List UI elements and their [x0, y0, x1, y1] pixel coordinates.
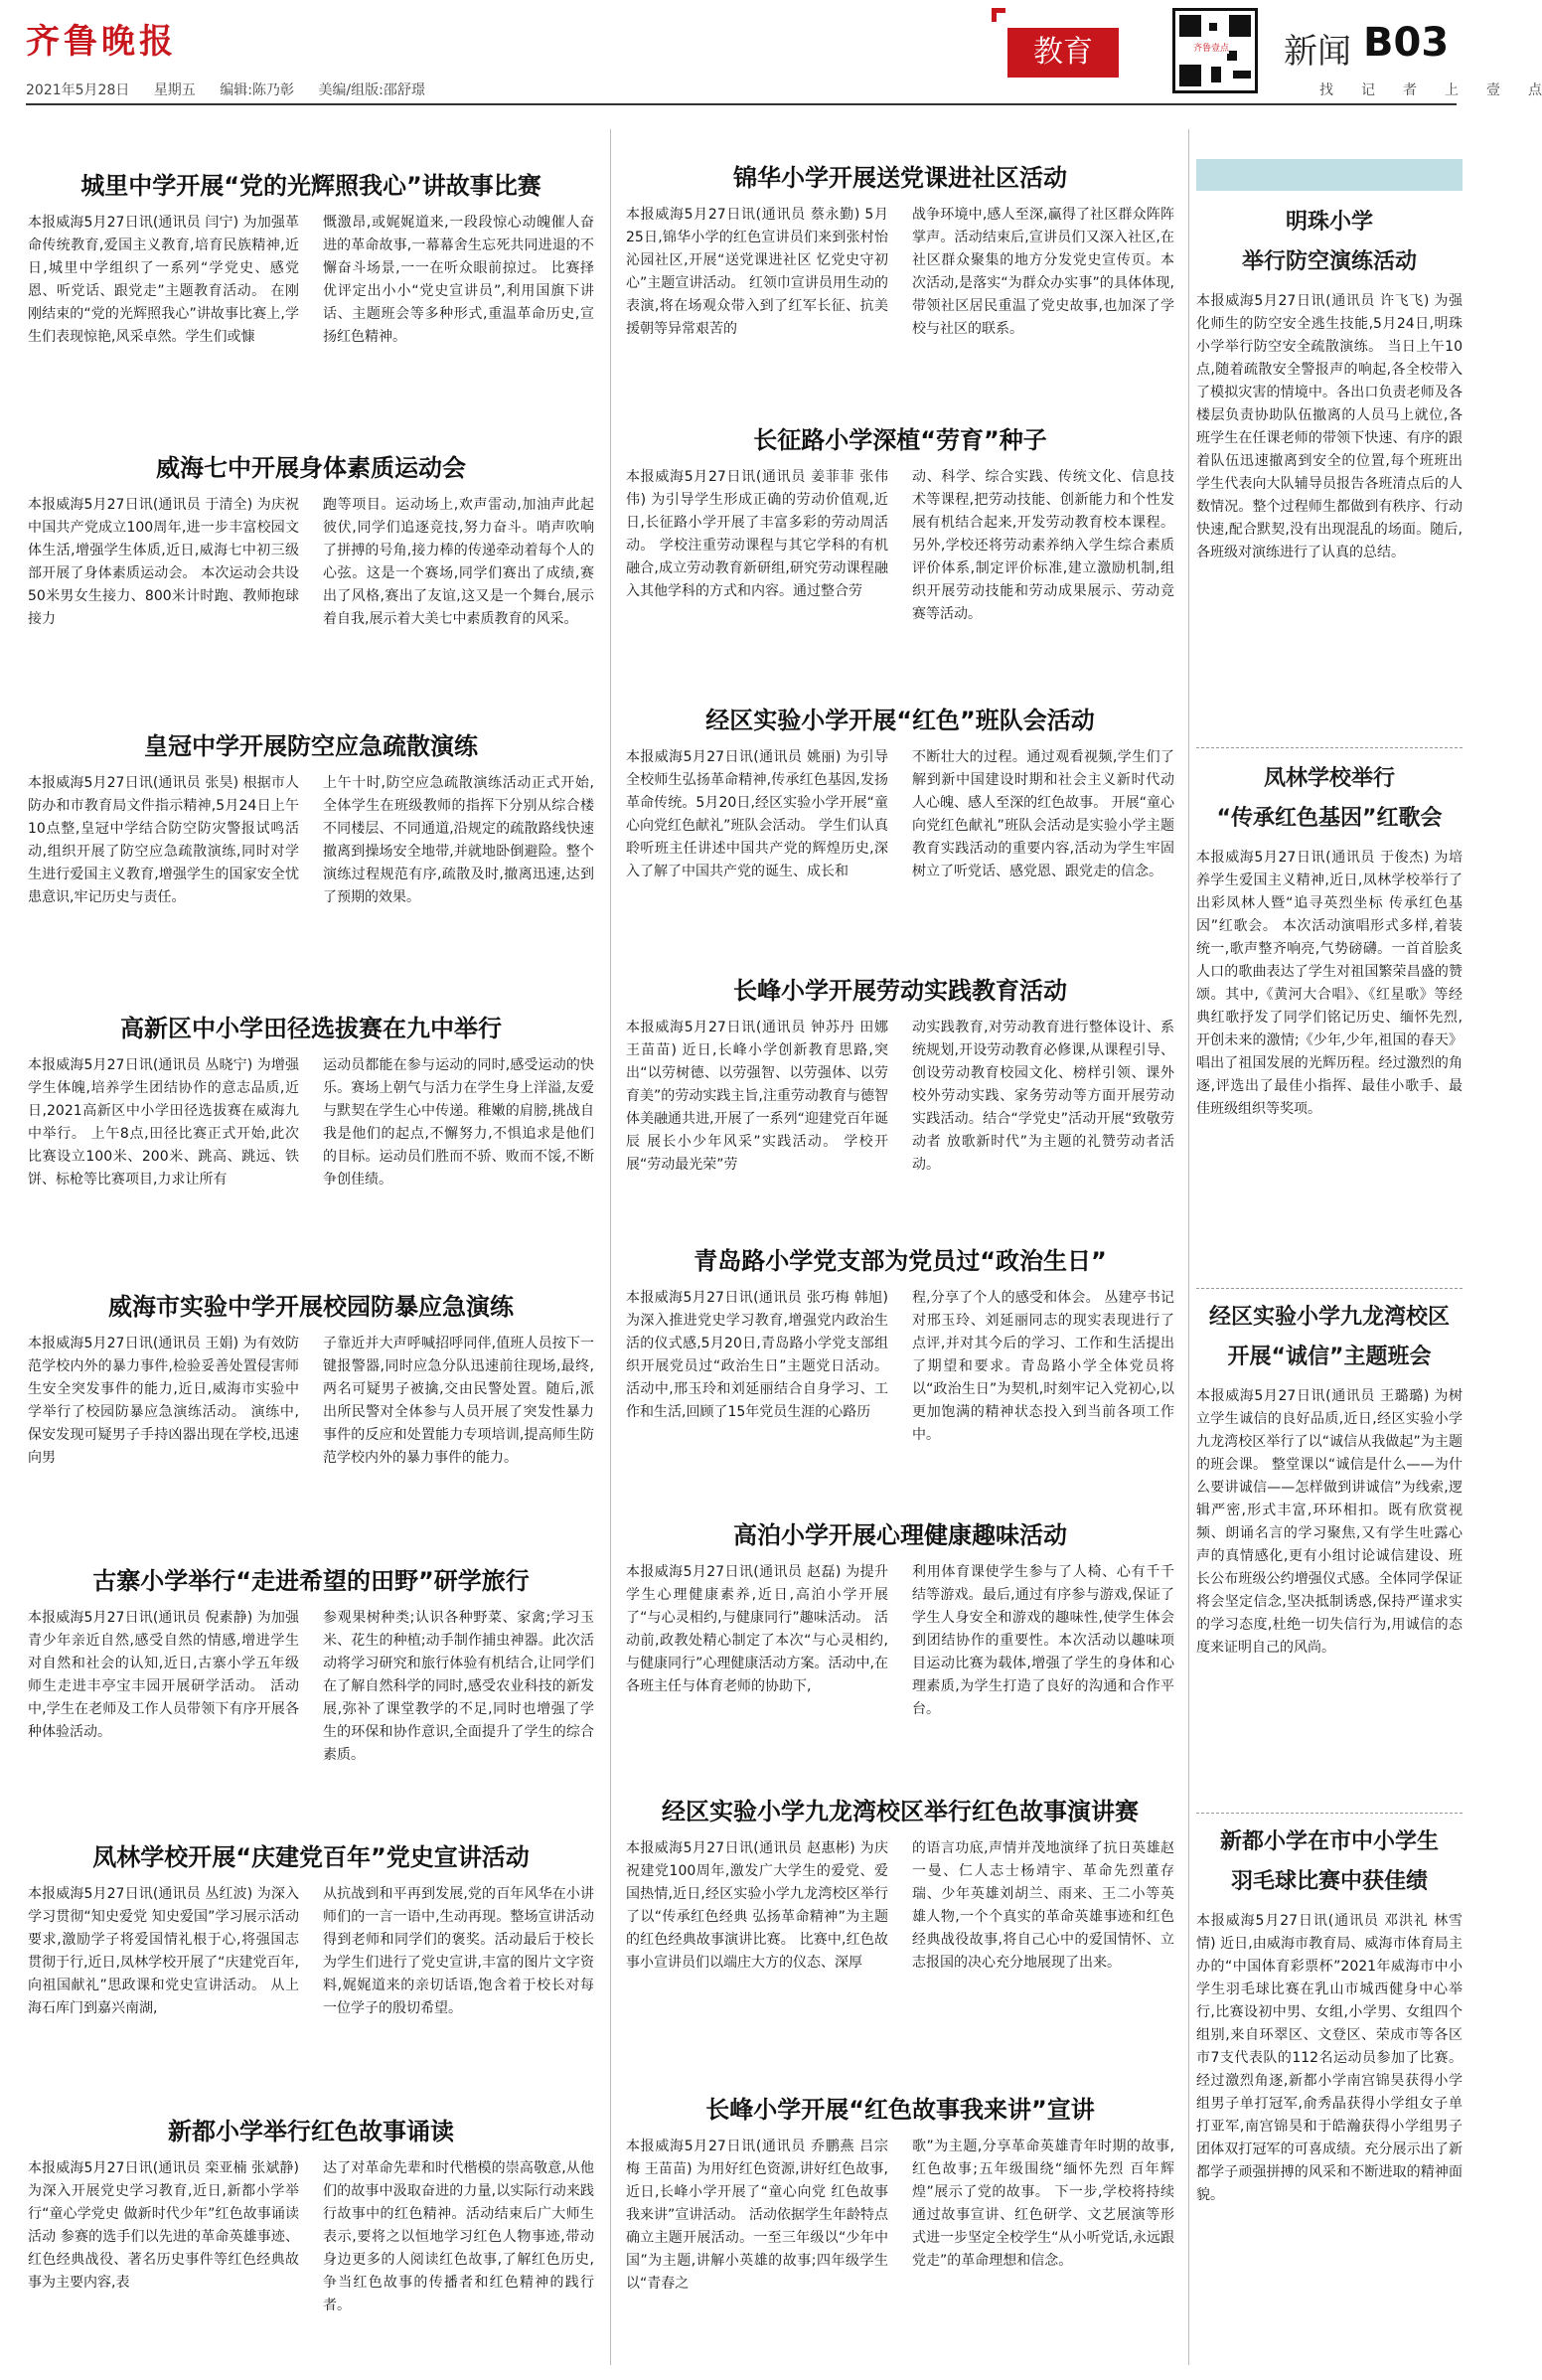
sidebar-title-line: 明珠小学 [1285, 210, 1373, 235]
article-text: 的语言功底,声情并茂地演绎了抗日英雄赵一曼、仁人志士杨靖宇、革命先烈董存瑞、少年英雄刘胡兰、雨来、王二小等英雄人物,一个个真实的革命英雄事迹和红色经典战役故事,将自己心中的爱国情怀、立志报国的决心充分地展现了出来。 [912, 1840, 1174, 1972]
article-text: 跑等项目。运动场上,欢声雷动,加油声此起彼伏,同学们追逐竞技,努力奋斗。哨声吹响了拼搏的号角,接力棒的传递牵动着每个人的心弦。这是一个赛场,同学们赛出了成绩,赛出了风格,赛出了友谊,这又是一个舞台,展示着自我,展示着大美七中素质教育的风采。 [323, 497, 594, 628]
sidebar-text: 本报威海5月27日讯(通讯员 邓洪礼 林雪情) 近日,由威海市教育局、威海市体育局主办的“中国体育彩票杯”2021年威海市中小学生羽毛球比赛在乳山市城西健身中心举行,比赛设初中男、女组,小学男、女组四个组别,来自环翠区、文登区、荣成市等各区市7支代表队的112名运动员参加了比赛。 经过激烈角逐,新都小学南宫锦昊获得小学组男子单打冠军,俞秀晶获得小学组女子单打亚军,南宫锦昊和于皓瀚获得小学组男子团体双打冠军的可喜成绩。充分展示出了新都学子顽强拼搏的风采和不断进取的精神面貌。 [1196, 1913, 1463, 2203]
finder-char: 者 [1403, 82, 1417, 98]
article-title: 高泊小学开展心理健康趣味活动 [733, 1521, 1067, 1549]
article [626, 163, 1174, 431]
sidebar-title-line: 经区实验小学九龙湾校区 [1208, 1305, 1450, 1330]
sidebar-text: 本报威海5月27日讯(通讯员 王璐璐) 为树立学生诚信的良好品质,近日,经区实验小学九龙湾校区举行了以“诚信从我做起”为主题的班会课。 整堂课以“诚信是什么——为什么要讲诚信——怎样做到讲诚信”为线索,逻辑严密,形式丰富,环环相扣。既有欣赏视频、朗诵名言的学习聚焦,又有学生吐露心声的真情感化,更有小组讨论诚信建设、班长公布班级公约增强仪式感。全体同学保证将会坚定信念,坚决抵制诱惑,保持严谨求实的学习态度,杜绝一切失信行为,用诚信的态度来证明自己的风尚。 [1196, 1388, 1463, 1656]
article-text: 本报威海5月27日讯(通讯员 姚丽) 为引导全校师生弘扬革命精神,传承红色基因,发扬革命传统。5月20日,经区实验小学开展“童心向党红色献礼”班队会活动。 学生们认真聆听班主任讲述中国共产党的辉煌历史,深入了解了中国共产党的诞生、成长和 [626, 749, 888, 880]
column-separator [610, 129, 611, 2365]
article [28, 2117, 594, 2365]
finder-char: 找 [1319, 82, 1333, 98]
sidebar-divider [1196, 1813, 1463, 1814]
article-title: 锦华小学开展送党课进社区活动 [733, 164, 1067, 192]
sidebar-text: 本报威海5月27日讯(通讯员 于俊杰) 为培养学生爱国主义精神,近日,凤林学校举行了出彩凤林人暨“追寻英烈坐标 传承红色基因”红歌会。 本次活动演唱形式多样,着装统一,歌声整齐响亮,气势磅礴。一首首脍炙人口的歌曲表达了学生对祖国繁荣昌盛的赞颂。其中,《黄河大合唱》、《红星歌》等经典红歌抒发了同学们铭记历史、缅怀先烈,开创未来的激情;《少年,少年,祖国的春天》唱出了祖国发展的光辉历程。经过激烈的角逐,评选出了最佳小指挥、最佳小歌手、最佳班级组织等奖项。 [1196, 850, 1463, 1117]
article-text: 本报威海5月27日讯(通讯员 钟苏丹 田娜 王苗苗) 近日,长峰小学创新教育思路,突出“以劳树德、以劳强智、以劳强体、以劳育美”的劳动实践主旨,注重劳动教育与德智体美融通共进,开展了一系列“迎建党百年诞辰 展长小少年风采”实践活动。 学校开展“劳动最光荣”劳 [626, 1020, 888, 1174]
sidebar-title-line: “传承红色基因”红歌会 [1216, 806, 1443, 831]
qr-caption: 齐鲁壹点 [1193, 41, 1229, 54]
article-title: 长峰小学开展劳动实践教育活动 [733, 977, 1067, 1005]
page-number: B03 [1363, 20, 1450, 66]
article-text: 子靠近并大声呼喊招呼同伴,值班人员按下一键报警器,同时应急分队迅速前往现场,最终,两名可疑男子被擒,交由民警处置。随后,派出所民警对全体参与人员开展了突发性暴力事件的反应和处置能力专项培训,提高师生防范学校内外的暴力事件的能力。 [323, 1336, 594, 1467]
article-text: 从抗战到和平再到发展,党的百年风华在小讲师们的一言一语中,生动再现。整场宣讲活动得到老师和同学们的褒奖。活动最后于校长为学生们进行了党史宣讲,丰富的图片文字资料,娓娓道来的亲切话语,饱含着于校长对每一位学子的殷切希望。 [323, 1886, 594, 2017]
article [626, 2095, 1174, 2363]
article-text: 本报威海5月27日讯(通讯员 丛晓宁) 为增强学生体魄,培养学生团结协作的意志品质,近日,2021高新区中小学田径选拔赛在威海九中举行。 上午8点,田径比赛正式开始,此次比赛设立100米、200米、跳高、跳远、铁饼、标枪等比赛项目,力求让所有 [28, 1057, 299, 1189]
article [28, 1014, 594, 1292]
news-label: 新闻 [1284, 32, 1351, 72]
left-column [28, 119, 594, 2365]
article-title: 经区实验小学开展“红色”班队会活动 [705, 707, 1095, 734]
article-text: 本报威海5月27日讯(通讯员 赵磊) 为提升学生心理健康素养,近日,高泊小学开展了“与心灵相约,与健康同行”趣味活动。 活动前,政教处精心制定了本次“与心灵相约,与健康同行”心理健康活动方案。活动中,在各班主任与体育老师的协助下, [626, 1564, 888, 1695]
issue-info [26, 79, 445, 99]
finder-char: 记 [1361, 82, 1375, 98]
article [626, 976, 1174, 1250]
art-editor-credit: 美编/组版:邵舒璟 [318, 82, 425, 98]
column-separator [1188, 129, 1189, 2365]
article-text: 本报威海5月27日讯(通讯员 赵惠彬) 为庆祝建党100周年,激发广大学生的爱党、爱国热情,近日,经区实验小学九龙湾校区举行了以“传承红色经典 弘扬革命精神”为主题的红色经典故事演讲比赛。 比赛中,红色故事小宣讲员们以端庄大方的仪态、深厚 [626, 1840, 888, 1972]
article-text: 本报威海5月27日讯(通讯员 王娟) 为有效防范学校内外的暴力事件,检验妥善处置侵害师生安全突发事件的能力,近日,威海市实验中学举行了校园防暴应急演练活动。 演练中,保安发现可疑男子手持凶器出现在学校,迅速向男 [28, 1336, 299, 1467]
finder-char: 壹 [1486, 82, 1500, 98]
article-text: 参观果树种类;认识各种野菜、家禽;学习玉米、花生的种植;动手制作捕虫神器。此次活动将学习研究和旅行体验有机结合,让同学们在了解自然科学的同时,感受农业科技的新发展,弥补了课堂教学的不足,同时也增强了学生的环保和协作意识,全面提升了学生的综合素质。 [323, 1610, 594, 1764]
article-text: 慨激昂,或娓娓道来,一段段惊心动魄催人奋进的革命故事,一幕幕舍生忘死共同进退的不懈奋斗场景,一一在听众眼前掠过。 比赛择优评定出小小“党史宣讲员”,利用国旗下讲话、主题班会等多种形式,重温革命历史,宣扬红色精神。 [323, 215, 594, 346]
editor-credit: 编辑:陈乃彰 [220, 82, 294, 98]
header-rule [26, 103, 1457, 105]
issue-weekday: 星期五 [153, 82, 196, 98]
article [28, 1292, 594, 1564]
sidebar-article [1196, 1823, 1463, 2363]
article-text: 本报威海5月27日讯(通讯员 姜菲菲 张伟伟) 为引导学生形成正确的劳动价值观,近日,长征路小学开展了丰富多彩的劳动周活动。 学校注重劳动课程与其它学科的有机融合,成立劳动教育新研组,研究劳动课程融入其他学科的方式和内容。通过整合劳 [626, 469, 888, 600]
article-title: 皇冠中学开展防空应急疏散演练 [144, 732, 478, 760]
article [626, 1520, 1174, 1795]
article [28, 731, 594, 1008]
article-text: 达了对革命先辈和时代楷模的崇高敬意,从他们的故事中汲取奋进的力量,以实际行动来践行故事中的红色精神。活动结束后广大师生表示,要将之以恒地学习红色人物事迹,带动身边更多的人阅读红色故事,了解红色历史,争当红色故事的传播者和红色精神的践行者。 [323, 2160, 594, 2314]
page-header [0, 0, 1542, 119]
article [626, 1797, 1174, 2071]
article-text: 运动员都能在参与运动的同时,感受运动的快乐。赛场上朝气与活力在学生身上洋溢,友爱与默契在学生心中传递。稚嫩的肩膀,挑战自我是他们的起点,不懈努力,不惧追求是他们的目标。运动员们胜而不骄、败而不馁,不断争创佳绩。 [323, 1057, 594, 1189]
issue-date: 2021年5月28日 [26, 82, 130, 98]
article [626, 706, 1174, 974]
article [28, 1842, 594, 2115]
article-text: 本报威海5月27日讯(通讯员 张昊) 根据市人防办和市教育局文件指示精神,5月24日上午10点整,皇冠中学结合防空防灾警报试鸣活动,组织开展了防空应急疏散演练,同时对学生进行爱国主义教育,增强学生的国家安全忧患意识,牢记历史与责任。 [28, 775, 299, 906]
sidebar-title-line: 凤林学校举行 [1263, 766, 1395, 791]
article-title: 高新区中小学田径选拔赛在九中举行 [120, 1015, 502, 1042]
sidebar-text: 本报威海5月27日讯(通讯员 许飞飞) 为强化师生的防空安全逃生技能,5月24日,明珠小学举行防空安全疏散演练。 当日上午10点,随着疏散安全警报声的响起,各全校带入了模拟灾害的情境中。各出口负责老师及各楼层负责协助队伍撤离的人员马上就位,各班学生在任课老师的带领下快速、有序的跟着队伍迅速撤离到安全的位置,每个班班出学生代表向大队辅导员报告各班清点后的人数情况。整个过程师生都做到有秩序、行动快速,配合默契,没有出现混乱的场面。随后,各班级对演练进行了认真的总结。 [1196, 293, 1463, 560]
article-text: 本报威海5月27日讯(通讯员 倪素静) 为加强青少年亲近自然,感受自然的情感,增进学生对自然和社会的认知,近日,古寨小学五年级师生走进丰亭宝丰园开展研学活动。 活动中,学生在老师及工作人员带领下有序开展各种体验活动。 [28, 1610, 299, 1741]
section-tag-corner [992, 8, 1005, 22]
sidebar-title-line: 新都小学在市中小学生 [1219, 1829, 1439, 1854]
sidebar-title-line: 羽毛球比赛中获佳绩 [1230, 1869, 1428, 1894]
qr-code-icon [1172, 8, 1258, 93]
sidebar-title-line: 开展“诚信”主题班会 [1227, 1345, 1432, 1369]
article-text: 本报威海5月27日讯(通讯员 栾亚楠 张斌静) 为深入开展党史学习教育,近日,新都小学举行“童心学党史 做新时代少年”红色故事诵读活动 参赛的选手们以先进的革命英雄事迹、红色经典战役、著名历史事件等红色经典故事为主要内容,表 [28, 2160, 299, 2292]
article-text: 动、科学、综合实践、传统文化、信息技术等课程,把劳动技能、创新能力和个性发展有机结合起来,开发劳动教育校本课程。另外,学校还将劳动素养纳入学生综合素质评价体系,制定评价标准,建立激励机制,组织开展劳动技能和劳动成果展示、劳动竞赛等活动。 [912, 469, 1174, 623]
article [626, 425, 1174, 704]
article-text: 本报威海5月27日讯(通讯员 张巧梅 韩旭) 为深入推进党史学习教育,增强党内政治生活的仪式感,5月20日,青岛路小学党支部组织开展党员过“政治生日”主题党日活动。 活动中,邢玉玲和刘延丽结合自身学习、工作和生活,回顾了15年党员生涯的心路历 [626, 1290, 888, 1421]
finder-char: 上 [1445, 82, 1459, 98]
article-title: 城里中学开展“党的光辉照我心”讲故事比赛 [80, 172, 541, 200]
article-title: 威海七中开展身体素质运动会 [156, 454, 466, 482]
article-title: 长征路小学深植“劳育”种子 [753, 426, 1047, 454]
article-title: 长峰小学开展“红色故事我来讲”宣讲 [705, 2096, 1095, 2124]
article-text: 不断壮大的过程。通过观看视频,学生们了解到新中国建设时期和社会主义新时代动人心魄、感人至深的红色故事。 开展“童心向党红色献礼”班队会活动是实验小学主题教育实践活动的重要内容,活动为学生牢固树立了听党话、感党恩、跟党走的信念。 [912, 749, 1174, 880]
sidebar-article [1196, 1298, 1463, 1815]
section-tag: 教育 [1007, 28, 1119, 78]
sidebar-title-line: 举行防空演练活动 [1241, 249, 1417, 274]
article-title: 威海市实验中学开展校园防暴应急演练 [108, 1293, 514, 1321]
masthead-logo: 齐鲁晚报 [26, 22, 177, 62]
right-sidebar [1196, 167, 1463, 2363]
article-text: 上午十时,防空应急疏散演练活动正式开始,全体学生在班级教师的指挥下分别从综合楼不同楼层、不同通道,沿规定的疏散路线快速撤离到操场安全地带,并就地卧倒避险。整个演练过程规范有序,疏散及时,撤离迅速,达到了预期的效果。 [323, 775, 594, 906]
article-text: 动实践教育,对劳动教育进行整体设计、系统规划,开设劳动教育必修课,从课程引导、创设劳动教育校园文化、榜样引领、课外校外劳动实践、家务劳动等方面开展劳动实践活动。结合“学党史”活动开展“致敬劳动者 放歌新时代”为主题的礼赞劳动者活动。 [912, 1020, 1174, 1174]
article-text: 本报威海5月27日讯(通讯员 蔡永勤) 5月25日,锦华小学的红色宣讲员们来到张村怡沁园社区,开展“送党课进社区 忆党史守初心”主题宣讲活动。 红领巾宣讲员用生动的表演,将在场观众带入到了红军长征、抗美援朝等异常艰苦的 [626, 207, 888, 338]
article [28, 453, 594, 702]
article-text: 歌”为主题,分享革命英雄青年时期的故事,红色故事;五年级围绕“缅怀先烈 百年辉煌”展示了党的故事。 下一步,学校将持续通过故事宣讲、红色研学、文艺展演等形式进一步坚定全校学生“从小听党话,永远跟党走”的革命理想和信念。 [912, 2139, 1174, 2270]
sidebar-article [1196, 203, 1463, 747]
article-text: 利用体育课使学生参与了人椅、心有千千结等游戏。最后,通过有序参与游戏,保证了学生人身安全和游戏的趣味性,使学生体会到团结协作的重要性。本次活动以趣味项目运动比赛为载体,增强了学生的身体和心理素质,为学生打造了良好的沟通和合作平台。 [912, 1564, 1174, 1718]
sidebar-divider [1196, 1288, 1463, 1289]
article [28, 171, 594, 419]
article-title: 青岛路小学党支部为党员过“政治生日” [694, 1247, 1107, 1275]
middle-column [626, 119, 1174, 2365]
finder-line [1292, 79, 1542, 99]
article-text: 战争环境中,感人至深,赢得了社区群众阵阵掌声。活动结束后,宣讲员们又深入社区,在社区群众聚集的地方分发党史宣传页。本次活动,是落实“为群众办实事”的具体体现,带领社区居民重温了党史故事,也加深了学校与社区的联系。 [912, 207, 1174, 338]
article-text: 本报威海5月27日讯(通讯员 闫宁) 为加强革命传统教育,爱国主义教育,培育民族精神,近日,城里中学组织了一系列“学党史、感党恩、听党话、跟党走”主题教育活动。 在刚刚结束的“党的光辉照我心”讲故事比赛上,学生们表现惊艳,风采卓然。学生们或慷 [28, 215, 299, 346]
article-text: 程,分享了个人的感受和体会。 丛建亭书记对邢玉玲、刘延丽同志的现实表现进行了点评,并对其今后的学习、工作和生活提出了期望和要求。青岛路小学全体党员将以“政治生日”为契机,时刻牢记入党初心,以更加饱满的精神状态投入到当前各项工作中。 [912, 1290, 1174, 1444]
article-text: 本报威海5月27日讯(通讯员 于清全) 为庆祝中国共产党成立100周年,进一步丰富校园文体生活,增强学生体质,近日,威海七中初三级部开展了身体素质运动会。 本次运动会共设50米男女生接力、800米计时跑、教师抱球接力 [28, 497, 299, 628]
article-text: 本报威海5月27日讯(通讯员 丛红波) 为深入学习贯彻“知史爱党 知史爱国”学习展示活动要求,激励学子将爱国情礼根于心,将强国志贯彻于行,近日,凤林学校开展了“庆建党百年,向祖国献礼”思政课和党史宣讲活动。 从上海石库门到嘉兴南湖, [28, 1886, 299, 2017]
article-text: 本报威海5月27日讯(通讯员 乔鹏燕 吕宗梅 王苗苗) 为用好红色资源,讲好红色故事,近日,长峰小学开展了“童心向党 红色故事我来讲”宣讲活动。 活动依据学生年龄特点确立主题开展活动。一至三年级以“少年中国”为主题,讲解小英雄的故事;四年级学生以“青春之 [626, 2139, 888, 2293]
article-title: 古寨小学举行“走进希望的田野”研学旅行 [92, 1567, 530, 1595]
article [28, 1566, 594, 1838]
article-title: 经区实验小学九龙湾校区举行红色故事演讲赛 [662, 1798, 1139, 1825]
finder-char: 点 [1528, 82, 1542, 98]
sidebar-divider [1196, 747, 1463, 748]
article-title: 新都小学举行红色故事诵读 [168, 2118, 454, 2145]
article-title: 凤林学校开展“庆建党百年”党史宣讲活动 [92, 1843, 530, 1871]
article [626, 1246, 1174, 1520]
